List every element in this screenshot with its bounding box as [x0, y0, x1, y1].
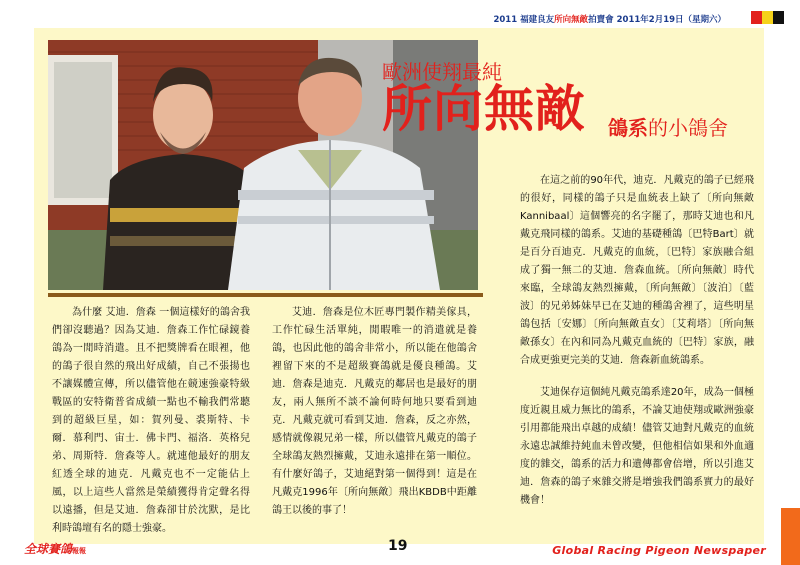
header-show-name: 福建良友 [520, 15, 555, 25]
header-date: 2011年2月19日（星期六） [616, 15, 727, 25]
page-header [0, 13, 765, 25]
column-1-text: 為什麼 艾迪．詹森 一個這樣好的鴿舍我們卻沒聽過？因為艾迪．詹森工作忙碌鏡養鴿為一閒時消遣。且不把獎牌看在眼裡，他的鴿子很自然的飛出好成績，自己不張揚也不讓媒體宣傳，所以儘管他在競速強豪特級戰區的安特衛普省成績一點也不輸我們常聽到的超級巨星，如：賀列曼、裘斯特、卡爾．慕利門、宙士．佛卡門、福洛．英格兒弟、周斯特．詹森等人。就連他最好的朋友紅透全球的迪克．凡戴克也不一定能佔上風，以上這些人當然是榮績獲得肯定聲名得以遠播，但是艾迪．詹森卻甘於沈默，是比利時鴿壇有名的隱士強豪。 [52, 307, 250, 534]
column-2-text: 艾迪．詹森是位木匠專門製作精美傢具，工作忙碌生活單純，閒暇唯一的消遣就是養鴿，也因此他的鴿舍非常小，所以能在他鴿舍裡留下來的不是超級賽鴿就是優良種鴿。艾迪．詹森是迪克．凡戴克的鄰居也是最好的朋友，兩人無所不談不論何時何地只要看到迪克．凡戴克就可看到艾迪．詹森，反之亦然，感情就像親兄弟一樣，所以儘管凡戴克的鴿子全球鴿友熱烈擁戴，艾迪永遠排在第一順位。有什麼好鴿子，艾迪絕對第一個得到！這是在凡戴克1996年〔所向無敵〕飛出KBDB中距離鴿王以後的事了！ [272, 307, 477, 516]
column-3-paragraph-2: 艾迪保存這個純凡戴克鴿系達20年，成為一個極度近親且威力無比的鴿系，不論艾迪使翔或歐洲強豪引用都能飛出卓越的成績！儘管艾迪對凡戴克的血統永遠忠誠維持純血未曾改變，但他相信如果和外血適度的雜交，鴿系的活力和遺傳都會倍增，所以引進艾迪．詹森的鴿子來雜交將是增強我們鴿系實力的最好機會！ [520, 387, 754, 506]
footer-logo [24, 540, 86, 557]
flag-red [751, 11, 762, 24]
flag-yellow [762, 11, 773, 24]
headline-main: 所向無敵 [382, 80, 586, 138]
column-3-paragraph-1: 在這之前的90年代，迪克．凡戴克的鴿子已經飛的很好，同樣的鴿子只是血統表上缺了〔所向無敵Kannibaal〕這個響亮的名字罷了，那時艾迪也和凡戴克飛同樣的鴿系。艾迪的基礎種鴿〔巴特Bart〕就是百分百迪克．凡戴克的血統，〔巴特〕家族融合組成了獨一無二的艾迪．詹森血統。〔所向無敵〕時代來臨，全球鴿友熱烈擁戴，〔所向無敵〕〔波泊〕〔藍波〕的兄弟姊妹早已在艾迪的種鴿舍裡了，這些明星鴿包括〔安娜〕〔所向無敵直女〕〔艾莉塔〕〔所向無敵孫女〕在內和同為凡戴克血統的〔巴特〕家族，融合成更強更完美的艾迪．詹森新血統鴿系。 [520, 175, 754, 366]
article-column-1 [52, 304, 250, 538]
article-column-3 [520, 172, 754, 510]
edge-marker [781, 508, 800, 565]
photo-divider [48, 293, 483, 297]
headline-block [360, 50, 750, 160]
header-show-suffix: 拍賣會 [588, 15, 614, 25]
article-column-2 [272, 304, 477, 520]
header-show-red: 所向無敵 [554, 15, 589, 25]
headline-tail-red: 鴿系 [608, 116, 648, 140]
footer-logo-text: 全球賽鴿 [24, 542, 73, 556]
headline-tail [608, 112, 728, 141]
flag-black [773, 11, 784, 24]
footer-publication-name: Global Racing Pigeon Newspaper [552, 544, 766, 557]
headline-tail-rest: 的小鴿舍 [648, 116, 728, 140]
headline-subtitle: 歐洲使翔最純 [382, 60, 502, 84]
page-number: 19 [388, 538, 408, 554]
footer-logo-sub: 報報 [72, 547, 87, 555]
header-prefix: 2011 [493, 15, 518, 25]
